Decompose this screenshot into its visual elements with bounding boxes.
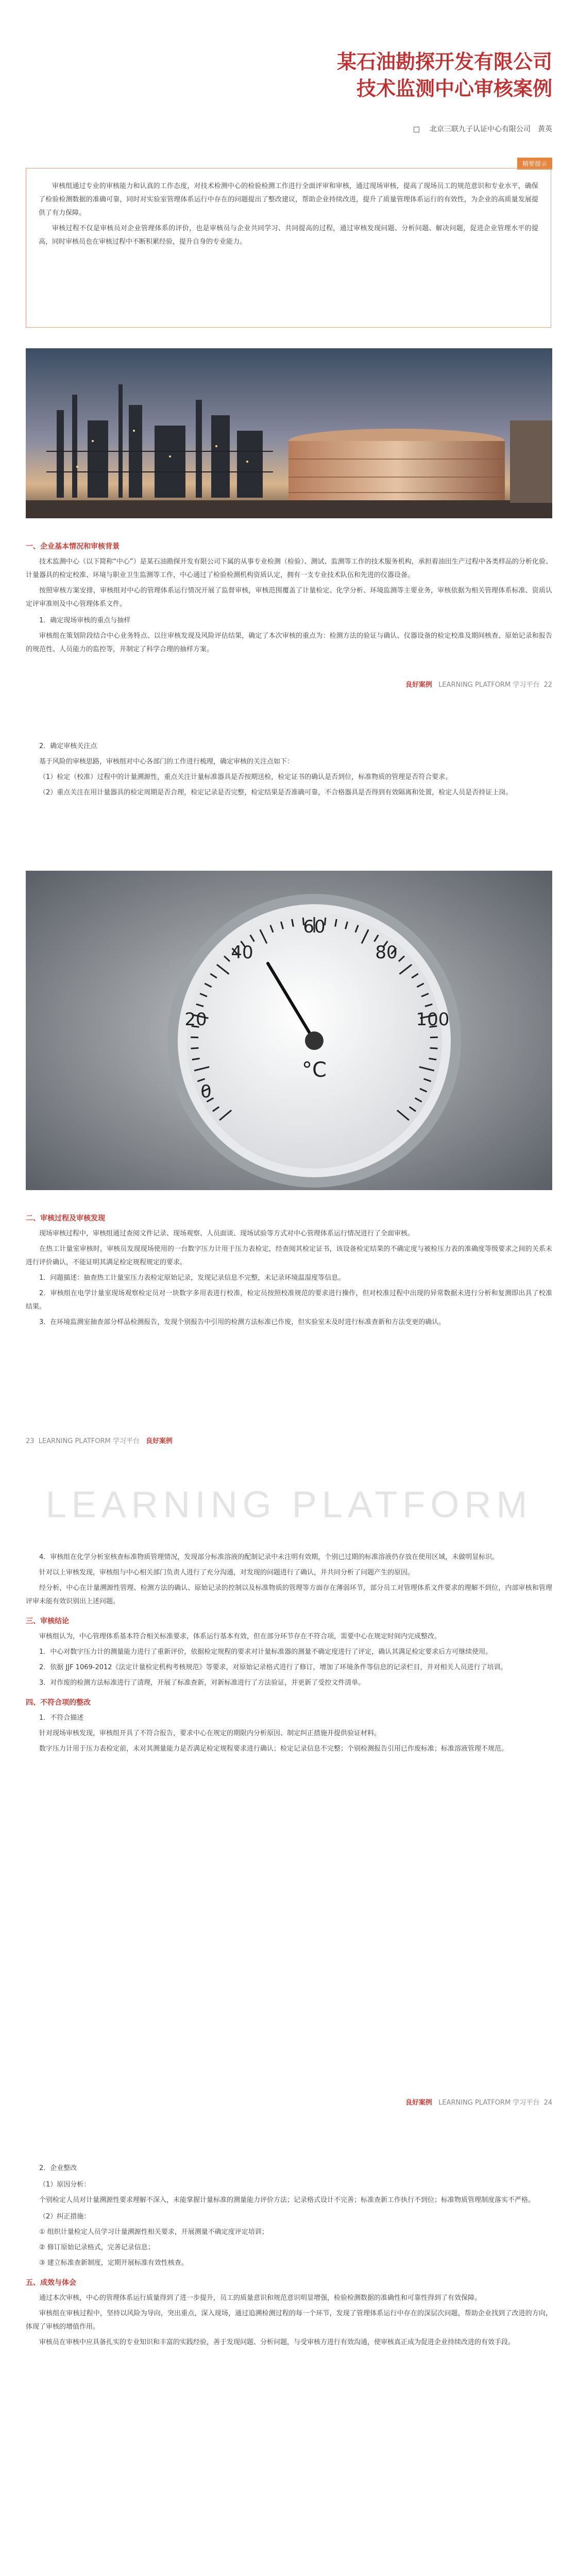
- gauge-unit-label: °C: [302, 1058, 327, 1082]
- abstract-para-2: 审核过程不仅是审核员对企业管理体系的评价，也是审核员与企业共同学习、共同提高的过程，通过审核发现问题、分析问题、解决问题，促进企业管理水平的提高，同时审核员也在审核过程中不断积累经验，提升自身的专业能力。: [39, 225, 538, 246]
- section-3-sub-heading: 三、审核结论: [26, 1617, 69, 1625]
- watermark: LEARNING PLATFORM: [45, 1484, 533, 1526]
- abstract-para-1: 审核组通过专业的审核能力和认真的工作态度，对技术检测中心的检验检测工作进行全面评审和审核，通过现场审核，提高了现场员工的规范意识和专业水平，确保了检验检测数据的准确可靠，同时对实验室管理体系运行中存在的问题提出了整改建议，帮助企业持续改进，提升了质量管理体系运行的有效性，为企业的高质量发展提供了有力保障。: [39, 182, 538, 217]
- section-2-para-5: 3．在环境监测室抽查部分样品检测报告，发现个别报告中引用的检测方法标准已作废，但实验室未及时进行标准查新和方法变更的确认。: [39, 1318, 446, 1326]
- section-4-item-2: ② 修订原始记录格式，完善记录信息；: [39, 2244, 155, 2251]
- section-2-para-3: 1．问题描述：抽查热工计量室压力表检定原始记录，发现记录信息不完整，未记录环境温湿度等信息。: [39, 1274, 345, 1282]
- section-3-sub-1: 1．不符合描述: [39, 1714, 84, 1722]
- section-4-para-2: 通过本次审核，中心的管理体系运行质量得到了进一步提升，员工的质量意识和规范意识明显增强，检验检测数据的准确性和可靠性得到了有效保障。: [39, 2294, 482, 2302]
- author-line: 北京三联九子认证中心有限公司 黄英: [414, 124, 552, 134]
- section-4-item-1: ① 组织计量检定人员学习计量溯源性相关要求，开展测量不确定度评定培训；: [39, 2228, 268, 2236]
- page-title-line1: 某石油勘探开发有限公司: [336, 50, 552, 73]
- section-4-sub-1: 2．企业整改: [39, 2164, 77, 2172]
- section-4-para-3: 审核组在审核过程中，坚持以风险为导向，突出重点，深入现场，通过追溯检测过程的每一个环节，发现了管理体系运行中存在的深层次问题，帮助企业找到了改进的方向，体现了审核的增值作用。: [26, 2310, 552, 2331]
- gauge-label-100: 100: [416, 1009, 450, 1030]
- section-2-heading: 二、审核过程及审核发现: [26, 1214, 105, 1223]
- section-1-sub-1: 1．确定现场审核的重点与抽样: [39, 617, 131, 624]
- section-4-sub-2: （1）原因分析：: [39, 2181, 91, 2189]
- page-24: [0, 1551, 578, 2117]
- section-3-para-1: 4．审核组在化学分析室核查标准物质管理情况，发现部分标准溶液的配制记录中未注明有效期，个别已过期的标准溶液仍存放在使用区域，未做明显标识。: [39, 1553, 499, 1561]
- section-2: [26, 1206, 552, 1331]
- section-1-heading: 一、企业基本情况和审核背景: [26, 543, 120, 551]
- section-2-para-1: 现场审核过程中，审核组通过查阅文件记录、现场观察、人员面谈、现场试验等方式对中心管理体系运行情况进行了全面审核。: [39, 1230, 415, 1238]
- refinery-image: [26, 348, 552, 518]
- abstract-box: [26, 168, 551, 328]
- footer-23: 23 LEARNING PLATFORM 学习平台 良好案例: [26, 1437, 173, 1445]
- page-22: [0, 0, 578, 696]
- section-3-para-3: 经分析，中心在计量溯源性管理、检测方法的确认、原始记录的控制以及标准物质的管理等方面存在薄弱环节，部分员工对管理体系文件要求的理解不到位，内部审核和管理评审未能有效识别出上述问题。: [26, 1584, 552, 1605]
- section-4-sub-3: （2）纠正措施：: [39, 2213, 91, 2221]
- section-3: [26, 1551, 552, 1758]
- section-1b-item-2: （2）重点关注在用计量器具的检定周期是否合理，检定记录是否完整，检定结果是否准确可靠，不合格器具是否得到有效隔离和处置，检定人员是否持证上岗。: [39, 789, 513, 796]
- square-icon: [414, 127, 419, 132]
- section-3-para-5: 1．中心对数字压力计的测量能力进行了重新评价，依据检定规程的要求对计量标准器的测量不确定度进行了评定，确认其满足检定要求后方可继续使用。: [39, 1648, 492, 1656]
- section-2-para-2: 在热工计量室审核时，审核员发现现场使用的一台数字压力计用于压力表检定，经查阅其检定证书，该设备检定结果的不确定度与被检压力表的准确度等级要求之间的关系未进行评价确认，不能证明其满足检定规程规定的要求。: [26, 1245, 552, 1266]
- section-3-red-heading: 四、不符合项的整改: [26, 1699, 91, 1707]
- section-1: [26, 534, 552, 658]
- section-1b-item-1: （1）检定（校准）过程中的计量溯源性，重点关注计量标准器具是否按期送检，检定证书的确认是否到位，标准物质的管理是否符合要求。: [39, 773, 452, 781]
- gauge-label-40: 40: [231, 942, 253, 963]
- page-23: [0, 716, 578, 1453]
- footer-24: 良好案例 LEARNING PLATFORM 学习平台 24: [405, 2099, 552, 2107]
- abstract-tag: 精要提示: [517, 158, 552, 170]
- page-title-line2: 技术监测中心审核案例: [356, 77, 552, 100]
- section-3-para-6: 2．依据 JJF 1069-2012《法定计量检定机构考核规范》等要求，对原始记录格式进行了修订，增加了环境条件等信息的记录栏目，并对相关人员进行了培训。: [39, 1664, 507, 1671]
- section-3-para-2: 针对以上审核发现，审核组与中心相关部门负责人进行了充分沟通，对发现的问题进行了确认，并共同分析了问题产生的原因。: [39, 1569, 415, 1577]
- pressure-gauge-image: [26, 871, 552, 1190]
- section-4-red-heading: 五、成效与体会: [26, 2279, 76, 2287]
- gauge-label-20: 20: [184, 1009, 207, 1030]
- gauge-label-80: 80: [375, 942, 398, 963]
- gauge-label-60: 60: [303, 917, 326, 937]
- page-25: [0, 2148, 578, 2576]
- section-1b: [26, 737, 552, 802]
- section-1b-sub-2: 2．确定审核关注点: [39, 742, 97, 750]
- section-3-para-7: 3．对作废的检测方法标准进行了清理，开展了标准查新，对新标准进行了方法验证，并更新了受控文件清单。: [39, 1679, 365, 1687]
- section-1-para-1: 技术监测中心（以下简称“中心”）是某石油勘探开发有限公司下属的从事专业检测（检验）、测试、监测等工作的技术服务机构，承担着油田生产过程中各类样品的分析化验、计量器具的检定校准、环境与职业卫生监测等工作，中心通过了检验检测机构资质认定，拥有一支专业技术队伍和先进的仪器设备。: [26, 558, 552, 579]
- gauge-label-0: 0: [200, 1081, 212, 1102]
- footer-22: 良好案例 LEARNING PLATFORM 学习平台 22: [405, 681, 552, 689]
- section-1b-para-1: 基于风险的审核思路，审核组对中心各部门的工作进行梳理，确定审核的关注点如下：: [39, 758, 294, 766]
- section-3-para-8: 针对现场审核发现，审核组开具了不符合报告，要求中心在规定的期限内分析原因、制定纠正措施并提供验证材料。: [39, 1730, 381, 1737]
- section-4-para-1: 个别检定人员对计量溯源性要求理解不深入，未能掌握计量标准的测量能力评价方法；记录格式设计不完善；标准查新工作执行不到位；标准物质管理制度落实不严格。: [39, 2196, 535, 2204]
- section-2-para-4: 2．审核组在电学计量室现场观察检定员对一块数字多用表进行校准，检定员按照校准规范的要求进行操作，但对校准过程中出现的异常数据未进行分析和复测即出具了校准结果。: [26, 1290, 552, 1311]
- section-4: [26, 2159, 552, 2351]
- section-4-item-3: ③ 建立标准查新制度，定期开展标准有效性核查。: [39, 2259, 188, 2267]
- section-1-para-3: 审核组在策划阶段结合中心业务特点、以往审核发现及风险评估结果，确定了本次审核的重点为：检测方法的验证与确认、仪器设备的检定校准及期间核查、原始记录和报告的规范性、人员能力的监控等，并制定了科学合理的抽样方案。: [26, 632, 552, 653]
- section-3-para-4: 审核组认为，中心管理体系基本符合相关标准要求，体系运行基本有效，但在部分环节存在不符合项，需要中心在规定时间内完成整改。: [39, 1633, 441, 1640]
- section-1-para-2: 按照审核方案安排，审核组对中心的管理体系运行情况开展了监督审核，审核范围覆盖了计量检定、化学分析、环境监测等主要业务，审核依据为相关管理体系标准、资质认定评审准则及中心管理体系文件。: [26, 587, 552, 608]
- section-4-para-4: 审核员在审核中应具备扎实的专业知识和丰富的实践经验，善于发现问题、分析问题，与受审核方进行有效沟通，使审核真正成为促进企业持续改进的有效手段。: [39, 2338, 515, 2346]
- section-3-para-9: 数字压力计用于压力表检定前，未对其测量能力是否满足检定规程要求进行确认；检定记录信息不完整；个别检测报告引用已作废标准；标准溶液管理不规范。: [39, 1745, 508, 1753]
